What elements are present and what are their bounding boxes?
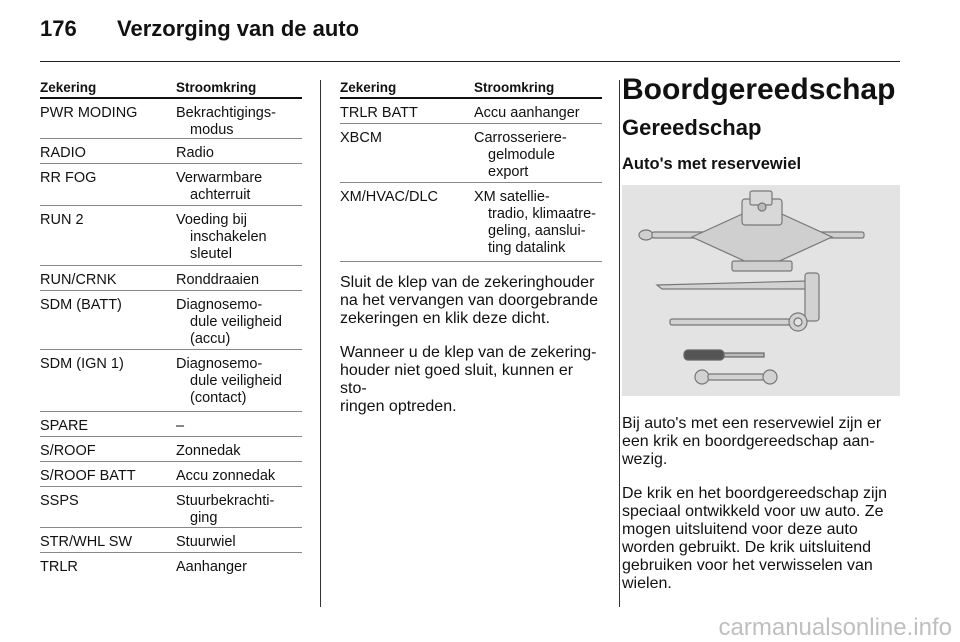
circuit-cell: [474, 130, 567, 181]
table-row: [40, 265, 302, 290]
circuit-line: Carrosseriere-: [474, 130, 567, 146]
table-row: [40, 461, 302, 486]
heading-gereedschap: Gereedschap: [622, 115, 762, 140]
fuse-cell: RUN 2: [40, 212, 84, 228]
table-row: [40, 527, 302, 552]
circuit-cell: [474, 189, 596, 257]
circuit-line: export: [488, 164, 529, 180]
table-row: [340, 182, 602, 262]
circuit-line: –: [176, 418, 185, 434]
text-line: zekeringen en klik deze dicht.: [340, 310, 550, 327]
circuit-cell: [176, 443, 241, 460]
table-row: [40, 163, 302, 205]
circuit-line: Accu zonnedak: [176, 468, 276, 484]
circuit-cell: [176, 356, 282, 407]
table-row: [40, 99, 302, 138]
table-row: [40, 486, 302, 527]
text-line: Bij auto's met een reservewiel zijn er: [622, 415, 882, 432]
circuit-line: Radio: [176, 145, 214, 161]
text-line: worden gebruikt. De krik uitsluitend: [622, 539, 872, 556]
fuse-cell: SPARE: [40, 418, 89, 434]
circuit-cell: [176, 145, 214, 162]
column-header-circuit: Stroomkring: [474, 80, 555, 95]
circuit-line: (accu): [190, 331, 231, 347]
circuit-line: sleutel: [190, 246, 232, 262]
header-divider: [40, 61, 900, 62]
page-title: Verzorging van de auto: [117, 16, 360, 41]
table-row: [40, 290, 302, 349]
middle-text: [340, 274, 602, 416]
circuit-line: dule veiligheid: [190, 314, 282, 330]
tools-drawing: [622, 185, 900, 396]
circuit-line: (contact): [190, 390, 247, 406]
column-header-fuse: Zekering: [340, 80, 397, 95]
circuit-line: Bekrachtigings-: [176, 105, 276, 121]
circuit-line: Zonnedak: [176, 443, 241, 459]
circuit-line: ting datalink: [488, 240, 566, 256]
circuit-cell: [176, 105, 276, 139]
circuit-cell: [176, 212, 267, 263]
table-header: [340, 80, 602, 96]
table-row: [340, 99, 602, 123]
wrench-icon: [695, 370, 777, 384]
fuse-cell: RUN/CRNK: [40, 272, 117, 288]
circuit-line: modus: [190, 122, 234, 138]
screwdriver-icon: [684, 350, 764, 360]
fuse-cell: SDM (IGN 1): [40, 356, 124, 372]
heading-boordgereedschap: Boordgereedschap: [622, 73, 896, 106]
table-row: [40, 436, 302, 461]
text-line: na het vervangen van doorgebrande: [340, 292, 598, 309]
table-row: [40, 411, 302, 436]
circuit-line: achterruit: [190, 187, 251, 203]
tow-eye-icon: [670, 313, 807, 331]
circuit-line: ging: [190, 510, 218, 526]
text-line: een krik en boordgereedschap aan-: [622, 433, 875, 450]
text-line: speciaal ontwikkeld voor uw auto. Ze: [622, 503, 884, 520]
fuse-cell: S/ROOF BATT: [40, 468, 136, 484]
fuse-cell: XM/HVAC/DLC: [340, 189, 439, 205]
fuse-cell: S/ROOF: [40, 443, 96, 459]
circuit-cell: [176, 297, 282, 348]
circuit-cell: [176, 170, 262, 204]
fuse-cell: STR/WHL SW: [40, 534, 133, 550]
circuit-cell: [176, 418, 184, 435]
fuse-cell: RADIO: [40, 145, 86, 161]
text-line: Sluit de klep van de zekeringhouder: [340, 274, 595, 291]
fuse-cell: TRLR: [40, 559, 78, 575]
circuit-cell: [176, 534, 236, 551]
scissor-jack-icon: [639, 191, 864, 271]
circuit-line: Ronddraaien: [176, 272, 260, 288]
circuit-line: Aanhanger: [176, 559, 247, 575]
circuit-line: Accu aanhanger: [474, 105, 580, 121]
circuit-line: Stuurwiel: [176, 534, 236, 550]
table-row: [40, 349, 302, 411]
circuit-line: geling, aanslui-: [488, 223, 586, 239]
column-divider: [619, 80, 620, 607]
circuit-line: Diagnosemo-: [176, 297, 263, 313]
circuit-cell: [176, 468, 275, 485]
text-line: mogen uitsluitend voor deze auto: [622, 521, 858, 538]
circuit-cell: [176, 272, 259, 289]
text-line: ringen optreden.: [340, 398, 457, 415]
table-row: [340, 123, 602, 182]
page-number: 176: [40, 16, 77, 41]
text-line: houder niet goed sluit, kunnen er sto-: [340, 362, 574, 397]
text-line: gebruiken voor het verwisselen van: [622, 557, 873, 574]
right-text: [622, 409, 912, 609]
circuit-line: Diagnosemo-: [176, 356, 263, 372]
circuit-line: dule veiligheid: [190, 373, 282, 389]
fuse-cell: RR FOG: [40, 170, 97, 186]
circuit-line: tradio, klimaatre-: [488, 206, 596, 222]
fuse-cell: TRLR BATT: [340, 105, 418, 121]
fuse-cell: SSPS: [40, 493, 79, 509]
text-line: wezig.: [622, 451, 668, 468]
text-line: wielen.: [622, 575, 672, 592]
tools-illustration: [622, 185, 900, 396]
text-line: Wanneer u de klep van de zekering-: [340, 344, 597, 361]
circuit-line: Verwarmbare: [176, 170, 263, 186]
fuse-cell: SDM (BATT): [40, 297, 122, 313]
circuit-line: XM satellie-: [474, 189, 550, 205]
table-row: [40, 138, 302, 163]
circuit-line: gelmodule: [488, 147, 555, 163]
circuit-cell: [176, 559, 247, 576]
column-header-circuit: Stroomkring: [176, 80, 257, 95]
fuse-cell: XBCM: [340, 130, 382, 146]
circuit-cell: [176, 493, 274, 527]
circuit-cell: [474, 105, 580, 122]
text-line: De krik en het boordgereedschap zijn: [622, 485, 888, 502]
circuit-line: inschakelen: [190, 229, 267, 245]
heading-spare-wheel: Auto's met reservewiel: [622, 155, 802, 173]
fuse-cell: PWR MODING: [40, 105, 138, 121]
fuse-table-left: [40, 80, 302, 577]
watermark: carmanualsonline.info: [718, 614, 952, 641]
column-divider: [320, 80, 321, 607]
table-header: [40, 80, 302, 96]
fuse-table-middle: [340, 80, 602, 432]
circuit-line: Voeding bij: [176, 212, 247, 228]
table-row: [40, 552, 302, 577]
circuit-line: Stuurbekrachti-: [176, 493, 275, 509]
column-header-fuse: Zekering: [40, 80, 97, 95]
table-row: [40, 205, 302, 265]
